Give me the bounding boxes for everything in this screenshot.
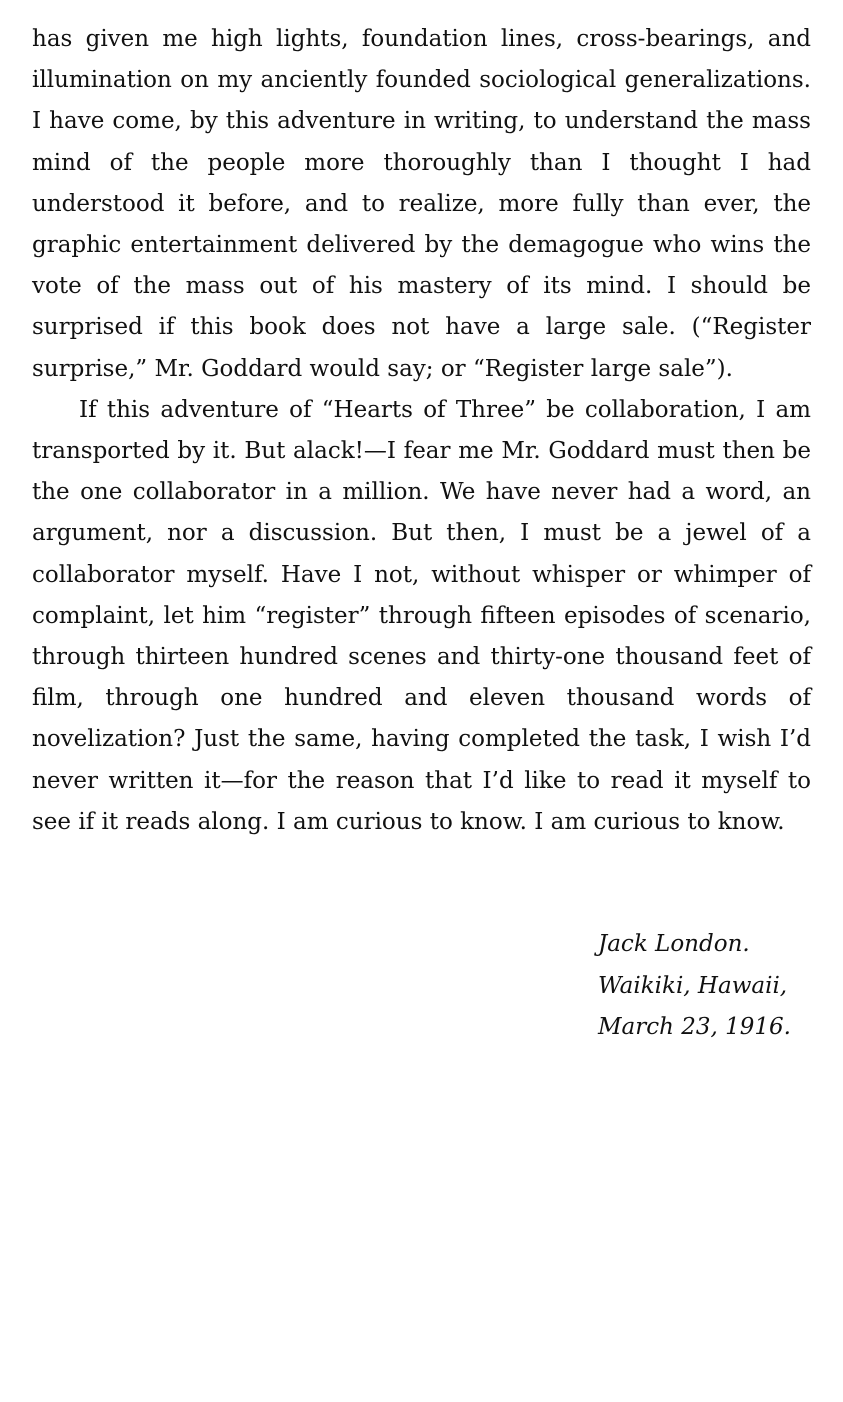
- signature-block: [598, 924, 828, 1049]
- signature-place: Waikiki, Hawaii,: [598, 972, 788, 999]
- paragraph-continuation: has given me high lights, foundation lines, cross-bearings, and illumination on my anciently founded sociological generalizations. I have come, by this adventure in writing, to understand the mass mind of the people more thoroughly than I thought I had understood it before, and to realize, more fully than ever, the graphic entertainment delivered by the demagogue who wins the vote of the mass out of his mastery of its mind. I should be surprised if this book does not have a large sale. (“Register surprise,” Mr. Goddard would say; or “Register large sale”).: [32, 26, 811, 382]
- author-signature: Jack London.: [598, 931, 750, 957]
- body-text: [32, 19, 811, 843]
- signature-date: March 23, 1916.: [598, 1014, 791, 1040]
- paragraph-collaboration: If this adventure of “Hearts of Three” be collaboration, I am transported by it. But alack!—I fear me Mr. Goddard must then be the one collaborator in a million. We have never had a word, an argument, nor a discussion. But then, I must be a jewel of a collaborator myself. Have I not, without whisper or whimper of complaint, let him “register” through fifteen episodes of scenario, through thirteen hundred scenes and thirty-one thousand feet of film, through one hundred and eleven thousand words of novelization? Just the same, having completed the task, I wish I’d never written it—for the reason that I’d like to read it myself to see if it reads along. I am curious to know. I am curious to know.: [32, 396, 811, 835]
